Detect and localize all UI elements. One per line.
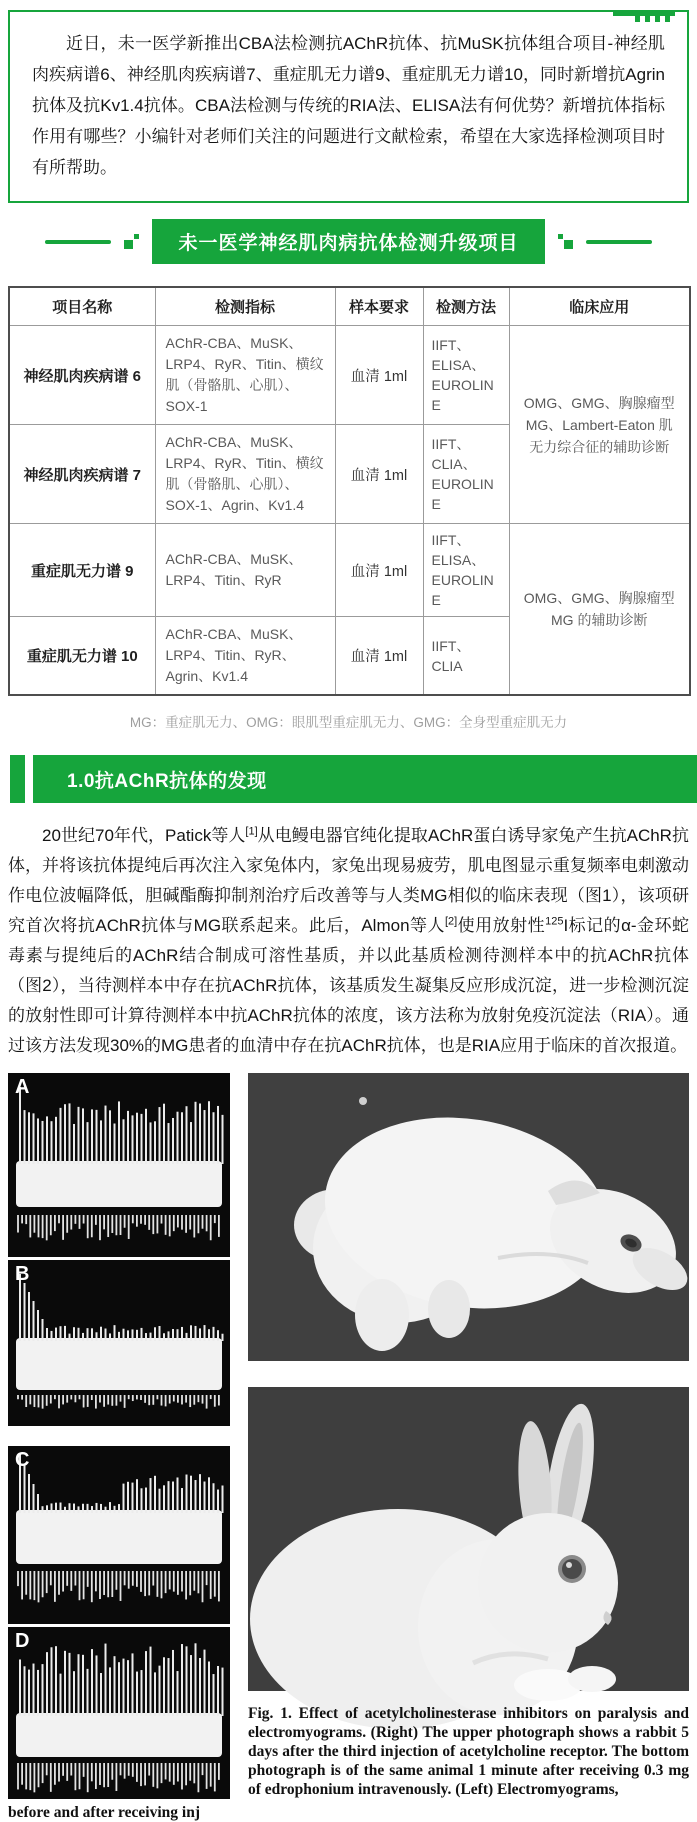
header-markers: 检测指标 (155, 287, 335, 326)
table-row (9, 524, 690, 617)
photo-gap (248, 1361, 689, 1387)
emg-block-upper (8, 1073, 230, 1426)
double-square-icon (558, 234, 573, 249)
clinical-cell: OMG、GMG、胸腺瘤型 MG 的辅助诊断 (509, 524, 690, 696)
header-clinical: 临床应用 (509, 287, 690, 326)
header-sample: 样本要求 (335, 287, 423, 326)
emg-block-lower (8, 1446, 230, 1799)
sample-cell: 血清 1ml (335, 524, 423, 617)
method-cell: IIFT、ELISA、EUROLINE (423, 524, 509, 617)
para-text: 使用放射性 (457, 916, 546, 935)
rabbit-photo-paralyzed (248, 1073, 689, 1361)
electromyogram-column (8, 1073, 230, 1822)
header-project-name: 项目名称 (9, 287, 155, 326)
section-header-bar (33, 755, 697, 803)
project-name-cell: 神经肌肉疾病谱 7 (9, 425, 155, 524)
banner-title: 未一医学神经肌肉病抗体检测升级项目 (152, 219, 544, 264)
section-header (0, 755, 697, 803)
rabbit-photo-column (248, 1073, 689, 1822)
corner-comb-icon (613, 10, 675, 23)
project-name-cell: 神经肌肉疾病谱 6 (9, 326, 155, 425)
header-method: 检测方法 (423, 287, 509, 326)
citation-2: [2] (444, 915, 458, 928)
intro-text: 近日，未一医学新推出CBA法检测抗AChR抗体、抗MuSK抗体组合项目-神经肌肉疾病谱6、神经肌肉疾病谱7、重症肌无力谱9、重症肌无力谱10，同时新增抗Agrin抗体及抗Kv1.4抗体。CBA法检测与传统的RIA法、ELISA法有何优势？新增抗体指标作用有哪些？小编针对老师们关注的问题进行文献检索，希望在大家选择检测项目时有所帮助。 (32, 34, 665, 177)
panel-label: D (15, 1630, 30, 1652)
project-name-cell: 重症肌无力谱 9 (9, 524, 155, 617)
method-cell: IIFT、CLIA (423, 617, 509, 696)
detection-projects-table (8, 286, 691, 696)
panel-label: C (15, 1449, 30, 1471)
emg-panel-d (8, 1627, 230, 1799)
emg-panel-c (8, 1446, 230, 1624)
table-abbreviation-note: MG：重症肌无力、OMG：眼肌型重症肌无力、GMG：全身型重症肌无力 (129, 715, 568, 730)
panel-label: B (15, 1263, 30, 1285)
rabbit-photo-recovered (248, 1387, 689, 1691)
method-cell: IIFT、ELISA、EUROLINE (423, 326, 509, 425)
intro-box (8, 10, 689, 203)
method-cell: IIFT、CLIA、EUROLINE (423, 425, 509, 524)
banner-left-line-icon (45, 240, 111, 244)
markers-cell: AChR-CBA、MuSK、LRP4、RyR、Titin、横纹肌（骨骼肌、心肌）、SOX-1、Agrin、Kv1.4 (155, 425, 335, 524)
project-name-cell: 重症肌无力谱 10 (9, 617, 155, 696)
citation-1: [1] (245, 825, 258, 838)
project-banner (0, 219, 697, 264)
figure-1 (8, 1073, 689, 1822)
article-page (0, 10, 697, 1821)
double-square-icon (124, 234, 139, 249)
markers-cell: AChR-CBA、MuSK、LRP4、Titin、RyR (155, 524, 335, 617)
para-text: 从电鳗电器官纯化提取AChR蛋白诱导家兔产生抗AChR抗体，并将该抗体提纯后再次注入家兔体内，家兔出现易疲劳，肌电图显示重复频率电刺激动作电位波幅降低，胆碱酯酶抑制剂治疗后改善等与人类MG相似的临床表现（图1），该项研究首次将抗AChR抗体与MG联系起来。此后，Almon等人 (8, 826, 689, 935)
sample-cell: 血清 1ml (335, 425, 423, 524)
emg-panel-b (8, 1260, 230, 1426)
section-title: 1.0抗AChR抗体的发现 (67, 770, 267, 792)
table-header-row (9, 287, 690, 326)
markers-cell: AChR-CBA、MuSK、LRP4、RyR、Titin、横纹肌（骨骼肌、心肌）、SOX-1 (155, 326, 335, 425)
panel-gap (8, 1426, 230, 1446)
clinical-cell: OMG、GMG、胸腺瘤型 MG、Lambert-Eaton 肌无力综合征的辅助诊断 (509, 326, 690, 524)
banner-right-line-icon (586, 240, 652, 244)
isotope-superscript: 125 (545, 915, 564, 928)
body-paragraph (8, 821, 689, 1061)
section-header-accent-block (10, 755, 25, 803)
sample-cell: 血清 1ml (335, 326, 423, 425)
para-text: 20世纪70年代，Patick等人 (42, 826, 246, 845)
markers-cell: AChR-CBA、MuSK、LRP4、Titin、RyR、Agrin、Kv1.4 (155, 617, 335, 696)
figure-caption: Fig. 1. Effect of acetylcholinesterase inhibitors on paralysis and electromyograms. (Right) The upper photograph shows a rabbit 5 days after the third injection of acetylcholine receptor. The bottom photograph is of the same animal 1 minute after receiving 0.3 mg of edrophonium intravenously. (Left) Electromyograms, (248, 1705, 689, 1798)
table-row (9, 326, 690, 425)
figure-caption-continued: before and after receiving inj (8, 1804, 200, 1821)
emg-panel-a (8, 1073, 230, 1257)
sample-cell: 血清 1ml (335, 617, 423, 696)
panel-label: A (15, 1076, 30, 1098)
para-text: I标记的α-金环蛇毒素与提纯后的AChR结合制成可溶性基质，并以此基质检测待测样本中的抗AChR抗体（图2），当待测样本中存在抗AChR抗体，该基质发生凝集反应形成沉淀，进一步检测沉淀的放射性即可计算待测样本中抗AChR抗体的浓度，该方法称为放射免疫沉淀法（RIA）。通过该方法发现30%的MG患者的血清中存在抗AChR抗体，也是RIA应用于临床的首次报道。 (8, 916, 689, 1055)
